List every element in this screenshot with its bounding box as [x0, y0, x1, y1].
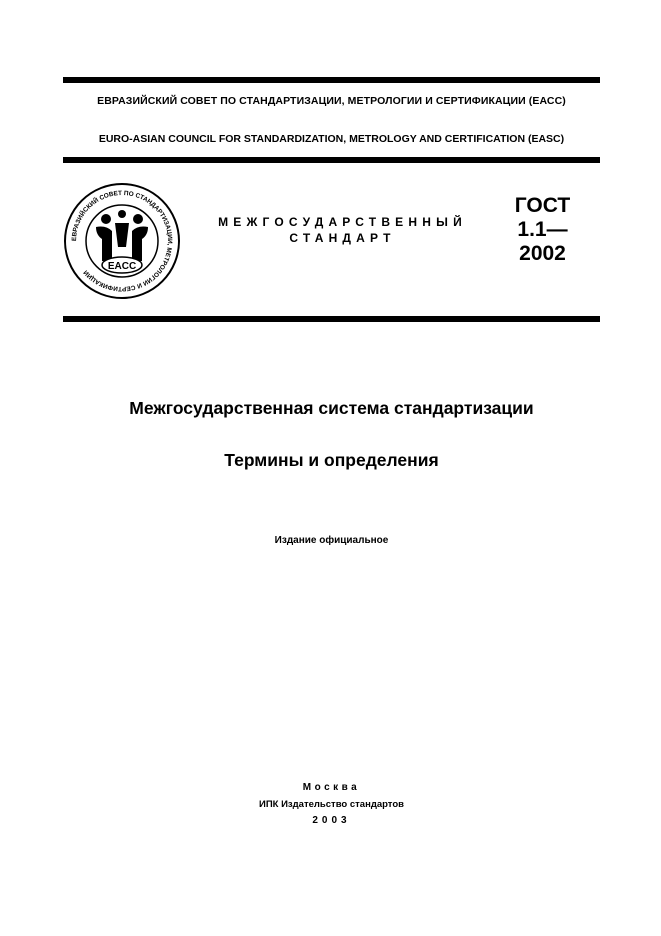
- imprint-year: 2003: [312, 815, 351, 826]
- document-subtitle: Термины и определения: [224, 450, 439, 470]
- gost-code-line1: ГОСТ: [514, 194, 571, 217]
- middle-rule: [63, 157, 600, 163]
- edition-label: Издание официальное: [274, 535, 389, 546]
- standard-type: [205, 214, 480, 246]
- emblem-abbr: EACC: [107, 261, 137, 272]
- gost-code-line2: 1.1—: [517, 218, 568, 241]
- document-title: Межгосударственная система стандартизации: [129, 398, 534, 418]
- council-name-en: EURO-ASIAN COUNCIL FOR STANDARDIZATION, METROLOGY AND CERTIFICATION (EASC): [98, 133, 565, 145]
- bottom-rule: [63, 316, 600, 322]
- imprint-publisher: ИПК Издательство стандартов: [259, 799, 404, 810]
- standard-type-line1: МЕЖГОСУДАРСТВЕННЫЙ: [218, 215, 467, 229]
- council-name-ru: ЕВРАЗИЙСКИЙ СОВЕТ ПО СТАНДАРТИЗАЦИИ, МЕТРОЛОГИИ И СЕРТИФИКАЦИИ (ЕАСС): [97, 95, 566, 107]
- emblem-ring-text: ЕВРАЗИЙСКИЙ СОВЕТ ПО СТАНДАРТИЗАЦИИ, МЕТРОЛОГИИ И СЕРТИФИКАЦИИ: [70, 189, 174, 293]
- imprint-city: Москва: [302, 782, 361, 793]
- gost-designation: [495, 194, 590, 266]
- eacc-emblem-icon: [62, 181, 182, 301]
- top-rule: [63, 77, 600, 83]
- gost-code-line3: 2002: [519, 242, 566, 265]
- standard-type-line2: СТАНДАРТ: [289, 231, 396, 245]
